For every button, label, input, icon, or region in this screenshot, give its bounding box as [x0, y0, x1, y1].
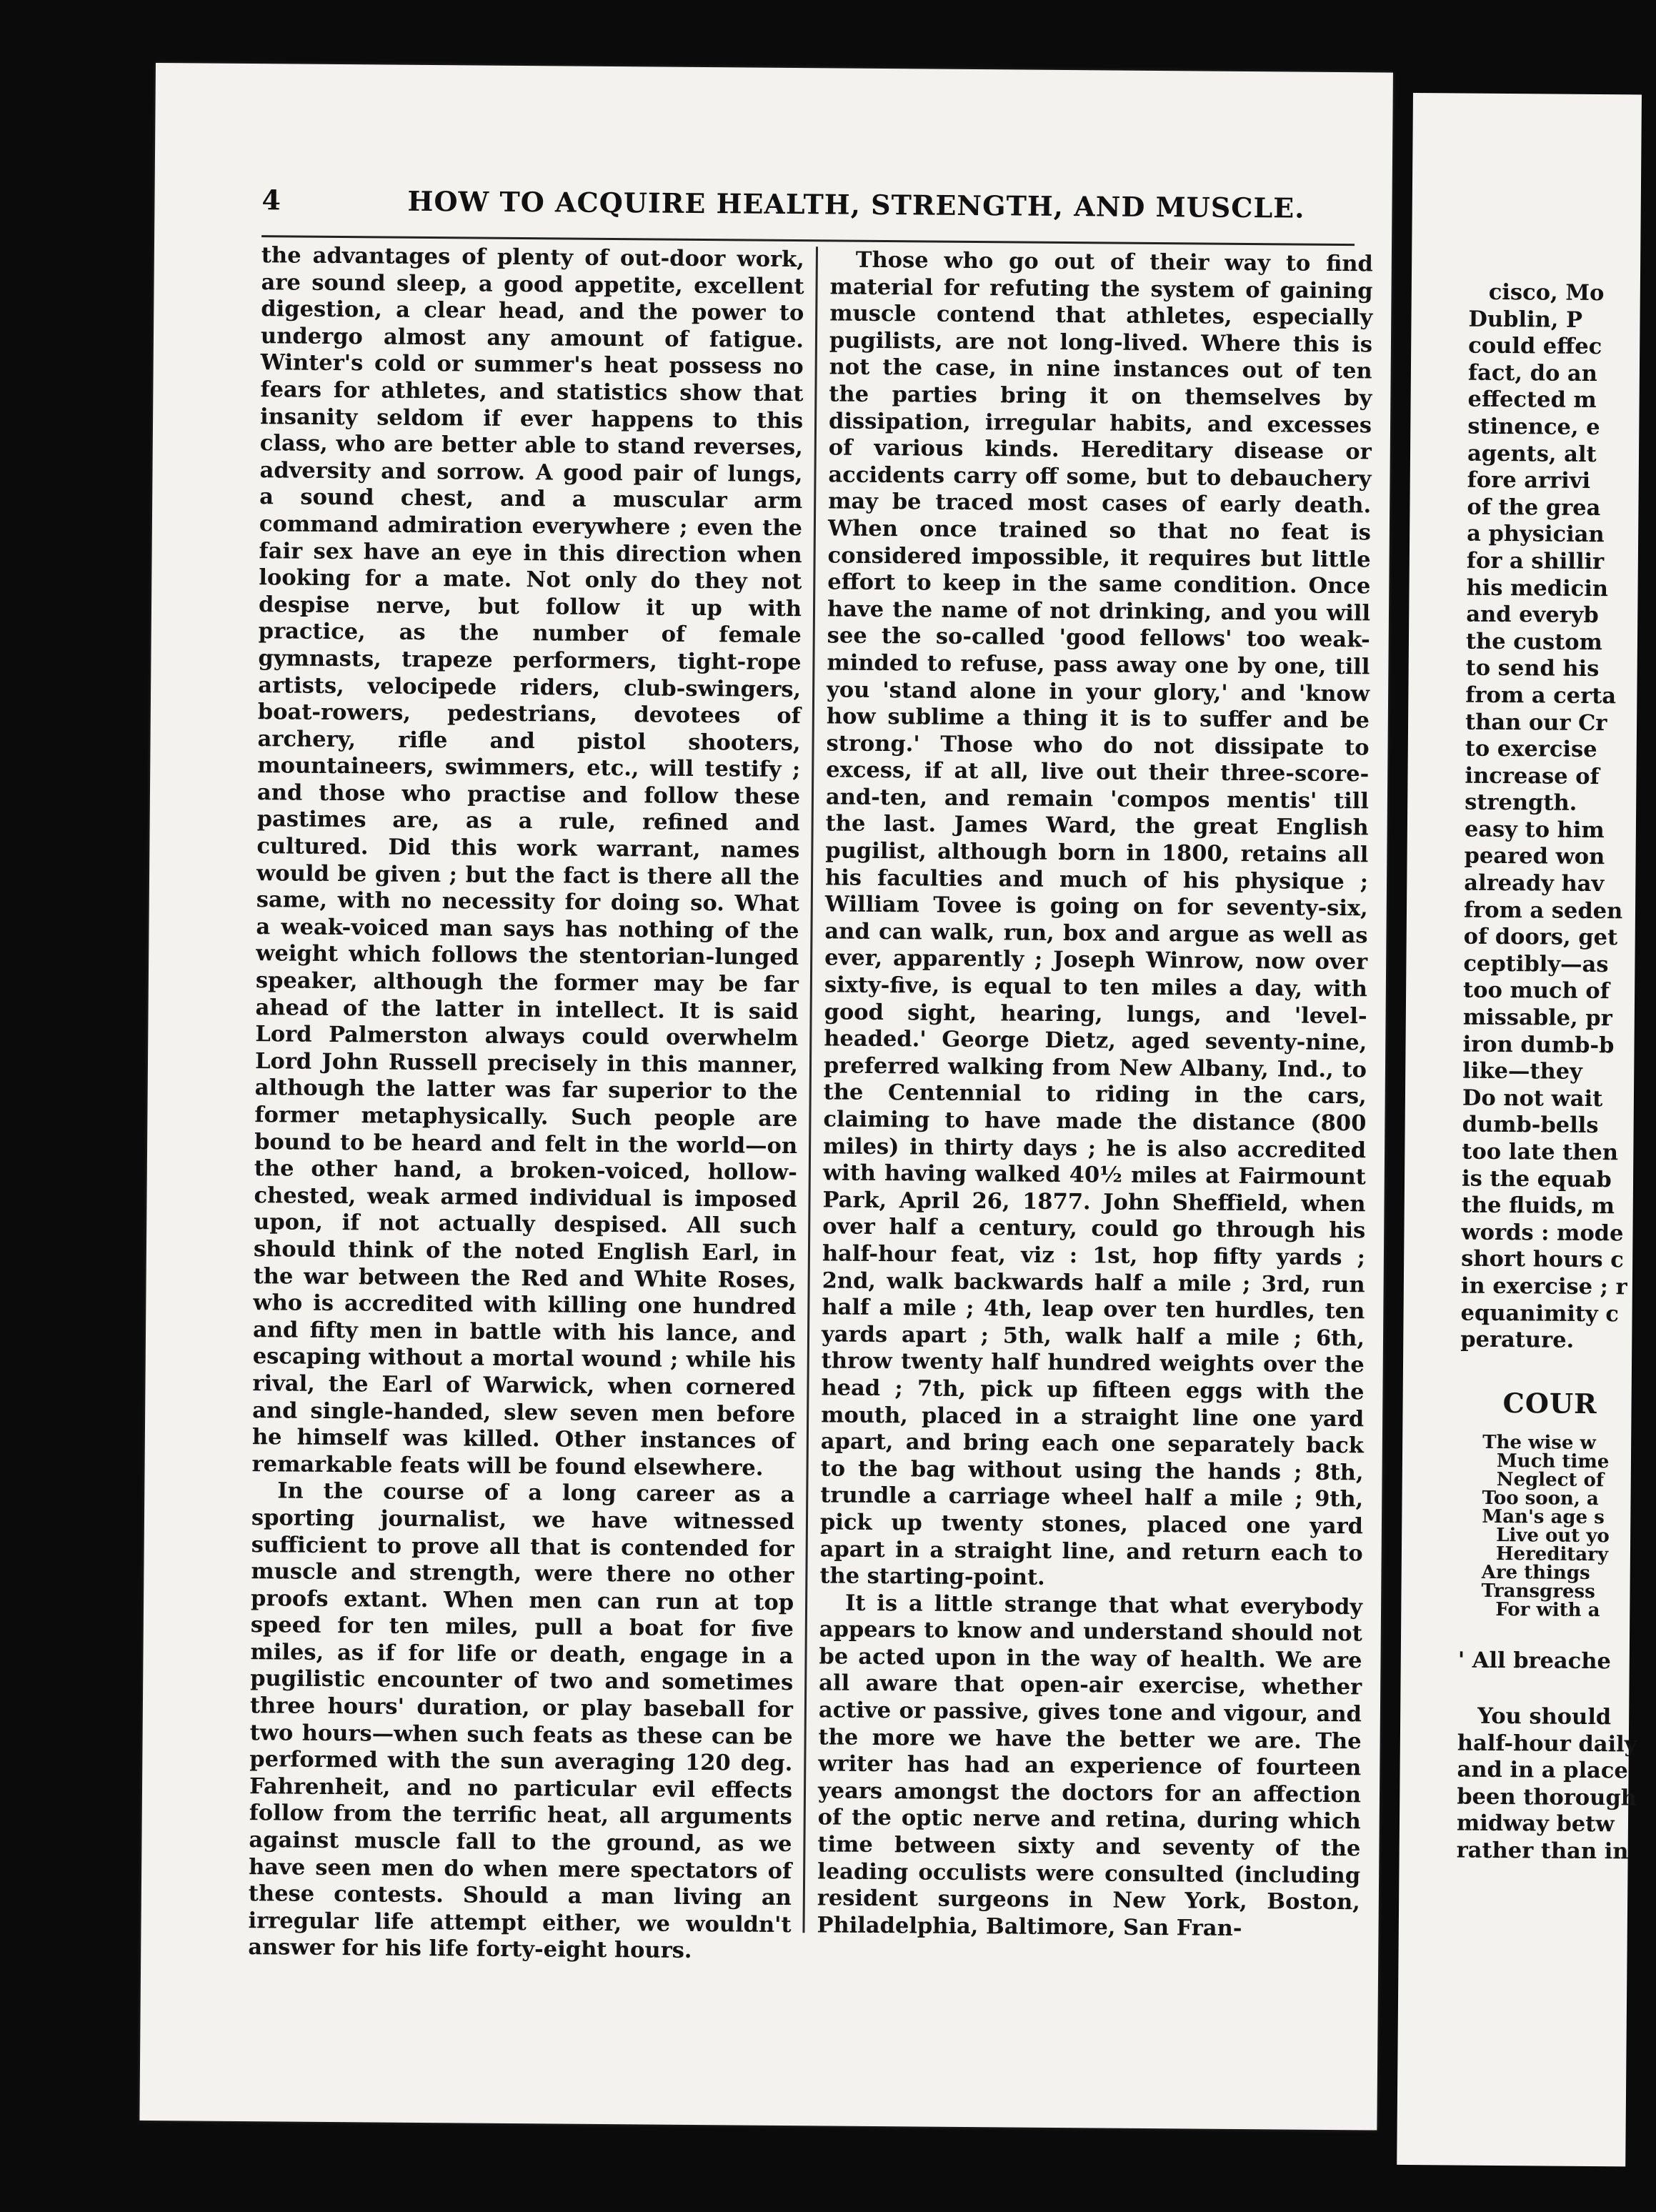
running-title: HOW TO ACQUIRE HEALTH, STRENGTH, AND MUSCLE. [407, 184, 1305, 224]
text-line: missable, pr [1462, 1004, 1612, 1032]
text-line: a physician [1467, 520, 1605, 548]
left-column [248, 242, 804, 1966]
text-line: could effec [1468, 332, 1602, 360]
quote-line: ' All breache [1457, 1647, 1612, 1675]
text-line: in exercise ; r [1460, 1272, 1627, 1300]
text-line: from a certa [1465, 682, 1617, 709]
verse-line: Hereditary [1495, 1543, 1609, 1566]
verse-line: The wise w [1482, 1432, 1596, 1455]
verse-line: Live out yo [1496, 1525, 1610, 1548]
text-line: midway betw [1456, 1810, 1615, 1838]
paragraph: It is a little strange that what everybody appears to know and understand should not be acted upon in the way of health. We are all aware that open-air exercise, whether active or passive, gives tone and vigour, and the more we have the better we are. The writer has had an experience of fourteen years amongst the doctors for an affection of the optic nerve and retina, during which time between sixty and seventy of the leading occulists were consulted (including resident surgeons in New York, Boston, Philadelphia, Baltimore, San Fran- [817, 1590, 1363, 1941]
column-divider [802, 246, 818, 1933]
verse-line: Are things [1481, 1562, 1590, 1585]
text-line: effected m [1467, 386, 1597, 414]
text-line: and in a place [1457, 1756, 1629, 1784]
text-line: the custom [1465, 628, 1603, 655]
text-line: dumb-bells [1462, 1111, 1599, 1139]
text-line: already hav [1464, 870, 1605, 897]
text-line: of doors, get [1463, 923, 1618, 951]
verse-line: Man's age s [1482, 1506, 1605, 1529]
text-line: the fluids, m [1461, 1192, 1615, 1220]
verse-line: For with a [1495, 1599, 1600, 1622]
verse-line: Too soon, a [1482, 1488, 1599, 1510]
right-column-fragment [1457, 279, 1655, 1865]
verse-line: Neglect of [1496, 1469, 1605, 1492]
text-line: iron dumb-b [1462, 1031, 1615, 1058]
text-line: short hours c [1461, 1245, 1624, 1273]
verse-line: Transgress [1481, 1580, 1595, 1603]
text-line: fore arrivi [1467, 467, 1591, 494]
text-line: rather than in [1456, 1837, 1629, 1865]
text-line: cisco, Mo [1488, 279, 1605, 307]
text-line: too much of [1462, 977, 1610, 1005]
text-line: to send his [1465, 654, 1600, 682]
text-line: like—they [1462, 1057, 1582, 1085]
text-line: been thorough [1457, 1783, 1637, 1811]
text-line: increase of [1465, 762, 1600, 789]
text-line: agents, alt [1467, 440, 1597, 467]
section-heading: COUR [1502, 1386, 1597, 1420]
text-line: half-hour daily [1457, 1730, 1637, 1758]
text-line: Dublin, P [1468, 306, 1583, 333]
text-line: fact, do an [1467, 359, 1598, 387]
text-line: You should [1477, 1703, 1612, 1730]
verse-line: Much time [1496, 1450, 1610, 1473]
book-page-right-fragment [1397, 93, 1642, 2166]
text-line: peared won [1464, 843, 1605, 870]
text-line: is the equab [1461, 1165, 1612, 1192]
text-line: equanimity c [1460, 1300, 1620, 1327]
text-line: for a shillir [1466, 547, 1605, 575]
page-number: 4 [261, 184, 282, 216]
text-line: to exercise [1465, 735, 1597, 763]
middle-column [817, 246, 1373, 1943]
text-line: of the grea [1467, 494, 1601, 521]
book-page-left [139, 63, 1393, 2131]
paragraph: In the course of a long career as a sporting journalist, we have witnessed sufficient to prove all that is contended for muscle and strength, were there no other proofs extant. When men can run at top speed for ten miles, pull a boat for five miles, as if for life or death, engage in a pugilistic encounter of two and sometimes three hours' duration, or play baseball for two hours—when such feats as these can be performed with the sun averaging 120 deg. Fahrenheit, and no particular evil effects follow from the terrific heat, all arguments against muscle fall to the ground, as we have seen men do when mere spectators of these contests. Should a man living an irregular life attempt either, we wouldn't answer for his life forty-eight hours. [248, 1478, 795, 1964]
text-line: too late then [1462, 1138, 1619, 1166]
text-line: ceptibly—as [1463, 950, 1609, 978]
text-line: easy to him [1464, 816, 1605, 844]
text-line: perature. [1460, 1326, 1575, 1353]
text-line: stinence, e [1467, 413, 1600, 441]
text-line: Do not wait [1462, 1085, 1603, 1112]
text-line: words : mode [1461, 1219, 1624, 1247]
text-line: strength. [1465, 789, 1577, 817]
paragraph: Those who go out of their way to find material for refuting the system of gaining muscle contend that athletes, especially pugilists, are not long-lived. Where this is not the case, in nine instances out of ten the parties bring it on themselves by dissipation, irregular habits, and excesses of various kinds. Hereditary disease or accidents carry off some, but to debauchery may be traced most cases of early death. When once trained so that no feat is considered impossible, it requires but little effort to keep in the same condition. Once have the name of not drinking, and you will see the so-called 'good fellows' too weak-minded to refuse, pass away one by one, till you 'stand alone in your glory,' and 'know how sublime a thing it is to suffer and be strong.' Those who do not dissipate to excess, if at all, live out their three-score-and-ten, and remain 'compos mentis' till the last. James Ward, the great English pugilist, although born in 1800, retains all his faculties and much of his physique ; William Tovee is going on for seventy-six, and can walk, run, box and argue as well as ever, apparently ; Joseph Winrow, now over sixty-five, is equal to ten miles a day, with good sight, hearing, lungs, and 'level-headed.' George Dietz, aged seventy-nine, preferred walking from New Albany, Ind., to the Centennial to riding in the cars, claiming to have made the distance (800 miles) in thirty days ; he is also accredited with having walked 40½ miles at Fairmount Park, April 26, 1877. John Sheffield, when over half a century, could go through his half-hour feat, viz : 1st, hop fifty yards ; 2nd, walk backwards half a mile ; 3rd, run half a mile ; 4th, leap over ten hurdles, ten yards apart ; 5th, walk half a mile ; 6th, throw twenty half hundred weights over the head ; 7th, pick up fifteen eggs with the mouth, placed in a straight line one yard apart, and bring each one separately back to the bag without using the hands ; 8th, trundle a carriage wheel half a mile ; 9th, pick up twenty stones, placed one yard apart in a straight line, and return each to the starting-point. [819, 246, 1373, 1590]
paragraph: the advantages of plenty of out-door work, are sound sleep, a good appetite, excellent digestion, a clear head, and the power to undergo almost any amount of fatigue. Winter's cold or summer's heat possess no fears for athletes, and statistics show that insanity seldom if ever happens to this class, who are better able to stand reverses, adversity and sorrow. A good pair of lungs, a sound chest, and a muscular arm command admiration everywhere ; even the fair sex have an eye in this direction when looking for a mate. Not only do they not despise nerve, but follow it up with practice, as the number of female gymnasts, trapeze performers, tight-rope artists, velocipede riders, club-swingers, boat-rowers, pedestrians, devotees of archery, rifle and pistol shooters, mountaineers, swimmers, etc., will testify ; and those who practise and follow these pastimes are, as a rule, refined and cultured. Did this work warrant, names would be given ; but the fact is there all the same, with no necessity for doing so. What a weak-voiced man says has nothing of the weight which follows the stentorian-lunged speaker, although the former may be far ahead of the latter in intellect. It is said Lord Palmerston always could overwhelm Lord John Russell precisely in this manner, although the latter was far superior to the former metaphysically. Such people are bound to be heard and felt in the world—on the other hand, a broken-voiced, hollow-chested, weak armed individual is imposed upon, if not actually despised. All such should think of the noted English Earl, in the war between the Red and White Roses, who is accredited with killing one hundred and fifty men in battle with his lance, and escaping without a mortal wound ; while his rival, the Earl of Warwick, when cornered and single-handed, slew seven men before he himself was killed. Other instances of remarkable feats will be found elsewhere. [251, 242, 805, 1481]
page-header [261, 184, 1397, 235]
text-line: than our Cr [1465, 709, 1607, 736]
text-line: and everyb [1466, 601, 1599, 629]
text-line: his medicin [1466, 574, 1609, 602]
text-line: from a seden [1463, 897, 1623, 924]
